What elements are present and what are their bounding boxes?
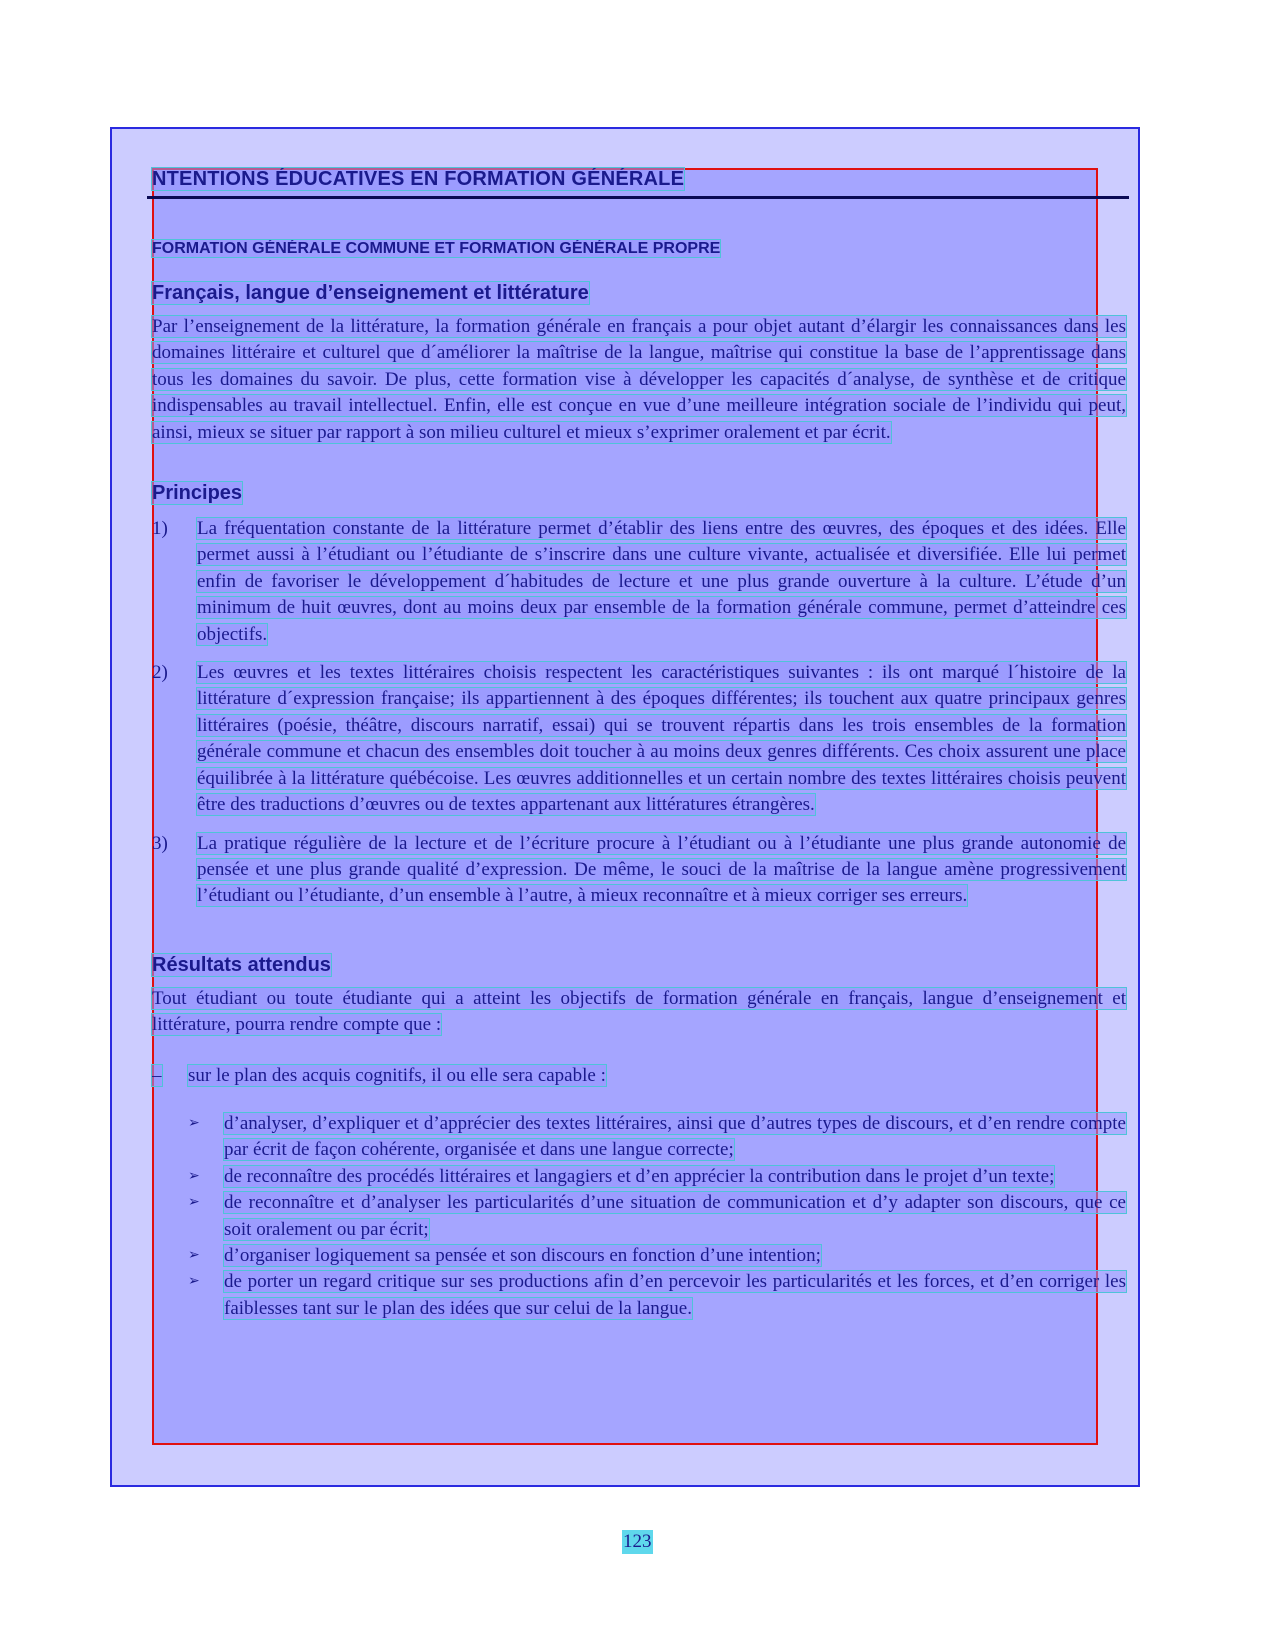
paragraph-resultats-text: Tout étudiant ou toute étudiante qui a atteint les objectifs de formation générale en français, langue d’enseignement et littérature, pourra rendre compte que : <box>152 987 1126 1036</box>
document-content <box>152 160 1126 1322</box>
paragraph-intro <box>152 314 1126 446</box>
principe-text-content: La pratique régulière de la lecture et de l’écriture procure à l’étudiant ou à l’étudiante une plus grande autonomie de pensée et une plus grande qualité d’expression. De même, le souci de la maîtrise de la langue amène progressivement l’étudiant ou l’étudiante, d’un ensemble à l’autre, à mieux reconnaître et à mieux corriger ses erreurs. <box>197 832 1126 907</box>
principe-text <box>197 516 1126 648</box>
cognitifs-text <box>188 1063 606 1089</box>
capacites-list <box>152 1111 1126 1322</box>
principe-text-content: La fréquentation constante de la littérature permet d’établir des liens entre des œuvres, des époques et des idées. Elle permet aussi à l’étudiant ou l’étudiante de s’inscrire dans une culture vivante, actualisée et diversifiée. Elle lui permet enfin de favoriser le développement d´habitudes de lecture et une plus grande ouverture à la culture. L’étude d’un minimum de huit œuvres, dont au moins deux par ensemble de la formation générale commune, permet d’atteindre ces objectifs. <box>197 518 1126 645</box>
capacite-item-3 <box>188 1190 1126 1243</box>
principe-text <box>197 831 1126 910</box>
capacite-item-5 <box>188 1269 1126 1322</box>
heading-resultats-text: Résultats attendus <box>152 953 331 976</box>
arrow-bullet-icon: ➢ <box>188 1168 200 1184</box>
page-number: 123 <box>623 1531 652 1552</box>
section-subtitle <box>152 238 1126 260</box>
capacite-text <box>224 1243 1126 1269</box>
heading-francais-text: Français, langue d’enseignement et littérature <box>152 282 589 304</box>
principe-number: 1) <box>152 518 168 540</box>
dash-marker <box>152 1063 188 1089</box>
capacite-item-2 <box>188 1164 1126 1190</box>
principe-text-content: Les œuvres et les textes littéraires choisis respectent les caractéristiques suivantes : ils ont marqué l´histoire de la littérature d´expression française; ils appartiennent à des époques différentes; ils touchent aux quatre principaux genres littéraires (poésie, théâtre, discours narratif, essai) qui se trouvent répartis dans les trois ensembles de la formation générale commune et chacun des ensembles doit toucher à au moins deux genres différents. Ces choix assurent une place équilibrée à la littérature québécoise. Les œuvres additionnelles et un certain nombre des textes littéraires choisis peuvent être des traductions d’œuvres ou de textes appartenant aux littératures étrangères. <box>197 662 1126 816</box>
principe-number: 3) <box>152 832 168 854</box>
arrow-bullet-icon: ➢ <box>188 1247 200 1263</box>
capacite-text <box>224 1190 1126 1243</box>
cognitifs-item <box>152 1063 1126 1089</box>
arrow-bullet-icon: ➢ <box>188 1195 200 1211</box>
paragraph-resultats <box>152 986 1126 1039</box>
page-title <box>152 166 1126 192</box>
capacite-item-4 <box>188 1243 1126 1269</box>
arrow-bullet-icon: ➢ <box>188 1274 200 1290</box>
capacite-text-content: de reconnaître et d’analyser les particularités d’une situation de communication et d’y adapter son discours, que ce soit oralement ou par écrit; <box>224 1192 1126 1240</box>
principes-list <box>152 516 1126 910</box>
capacite-text-content: d’organiser logiquement sa pensée et son discours en fonction d’une intention; <box>224 1244 821 1266</box>
capacite-text <box>224 1164 1126 1190</box>
principe-item-3 <box>152 831 1126 910</box>
dash-marker-text: – <box>152 1064 162 1086</box>
capacite-item-1 <box>188 1111 1126 1164</box>
heading-principes <box>152 480 1126 506</box>
capacite-text-content: d’analyser, d’expliquer et d’apprécier des textes littéraires, ainsi que d’autres types de discours, et d’en rendre compte par écrit de façon cohérente, organisée et dans une langue correcte; <box>224 1112 1126 1161</box>
page-title-text: NTENTIONS ÉDUCATIVES EN FORMATION GÉNÉRALE <box>152 168 685 190</box>
capacite-text-content: de porter un regard critique sur ses productions afin d’en percevoir les particularités et les forces, et d’en corriger les faiblesses tant sur le plan des idées que sur celui de la langue. <box>224 1271 1126 1319</box>
arrow-bullet-icon: ➢ <box>188 1115 200 1131</box>
capacite-text <box>224 1269 1126 1322</box>
heading-resultats <box>152 952 1126 978</box>
capacite-text-content: de reconnaître des procédés littéraires et langagiers et d’en apprécier la contribution dans le projet d’un texte; <box>224 1165 1055 1187</box>
heading-francais <box>152 280 1126 306</box>
principe-number: 2) <box>152 662 168 684</box>
section-subtitle-text: FORMATION GÉNÉRALE COMMUNE ET FORMATION GÉNÉRALE PROPRE <box>152 240 721 257</box>
cognitifs-text-content: sur le plan des acquis cognitifs, il ou elle sera capable : <box>188 1064 606 1086</box>
principe-item-1 <box>152 516 1126 648</box>
paragraph-intro-text: Par l’enseignement de la littérature, la formation générale en français a pour objet autant d’élargir les connaissances dans les domaines littéraire et culturel que d´améliorer la maîtrise de la langue, maîtrise qui constitue la base de l’apprentissage dans tous les domaines du savoir. De plus, cette formation vise à développer les capacités d´analyse, de synthèse et de critique indispensables au travail intellectuel. Enfin, elle est conçue en vue d’une meilleure intégration sociale de l’individu qui peut, ainsi, mieux se situer par rapport à son milieu culturel et mieux s’exprimer oralement et par écrit. <box>152 316 1126 443</box>
principe-item-2 <box>152 660 1126 818</box>
principe-text <box>197 660 1126 818</box>
heading-principes-text: Principes <box>152 482 243 505</box>
capacite-text <box>224 1111 1126 1164</box>
